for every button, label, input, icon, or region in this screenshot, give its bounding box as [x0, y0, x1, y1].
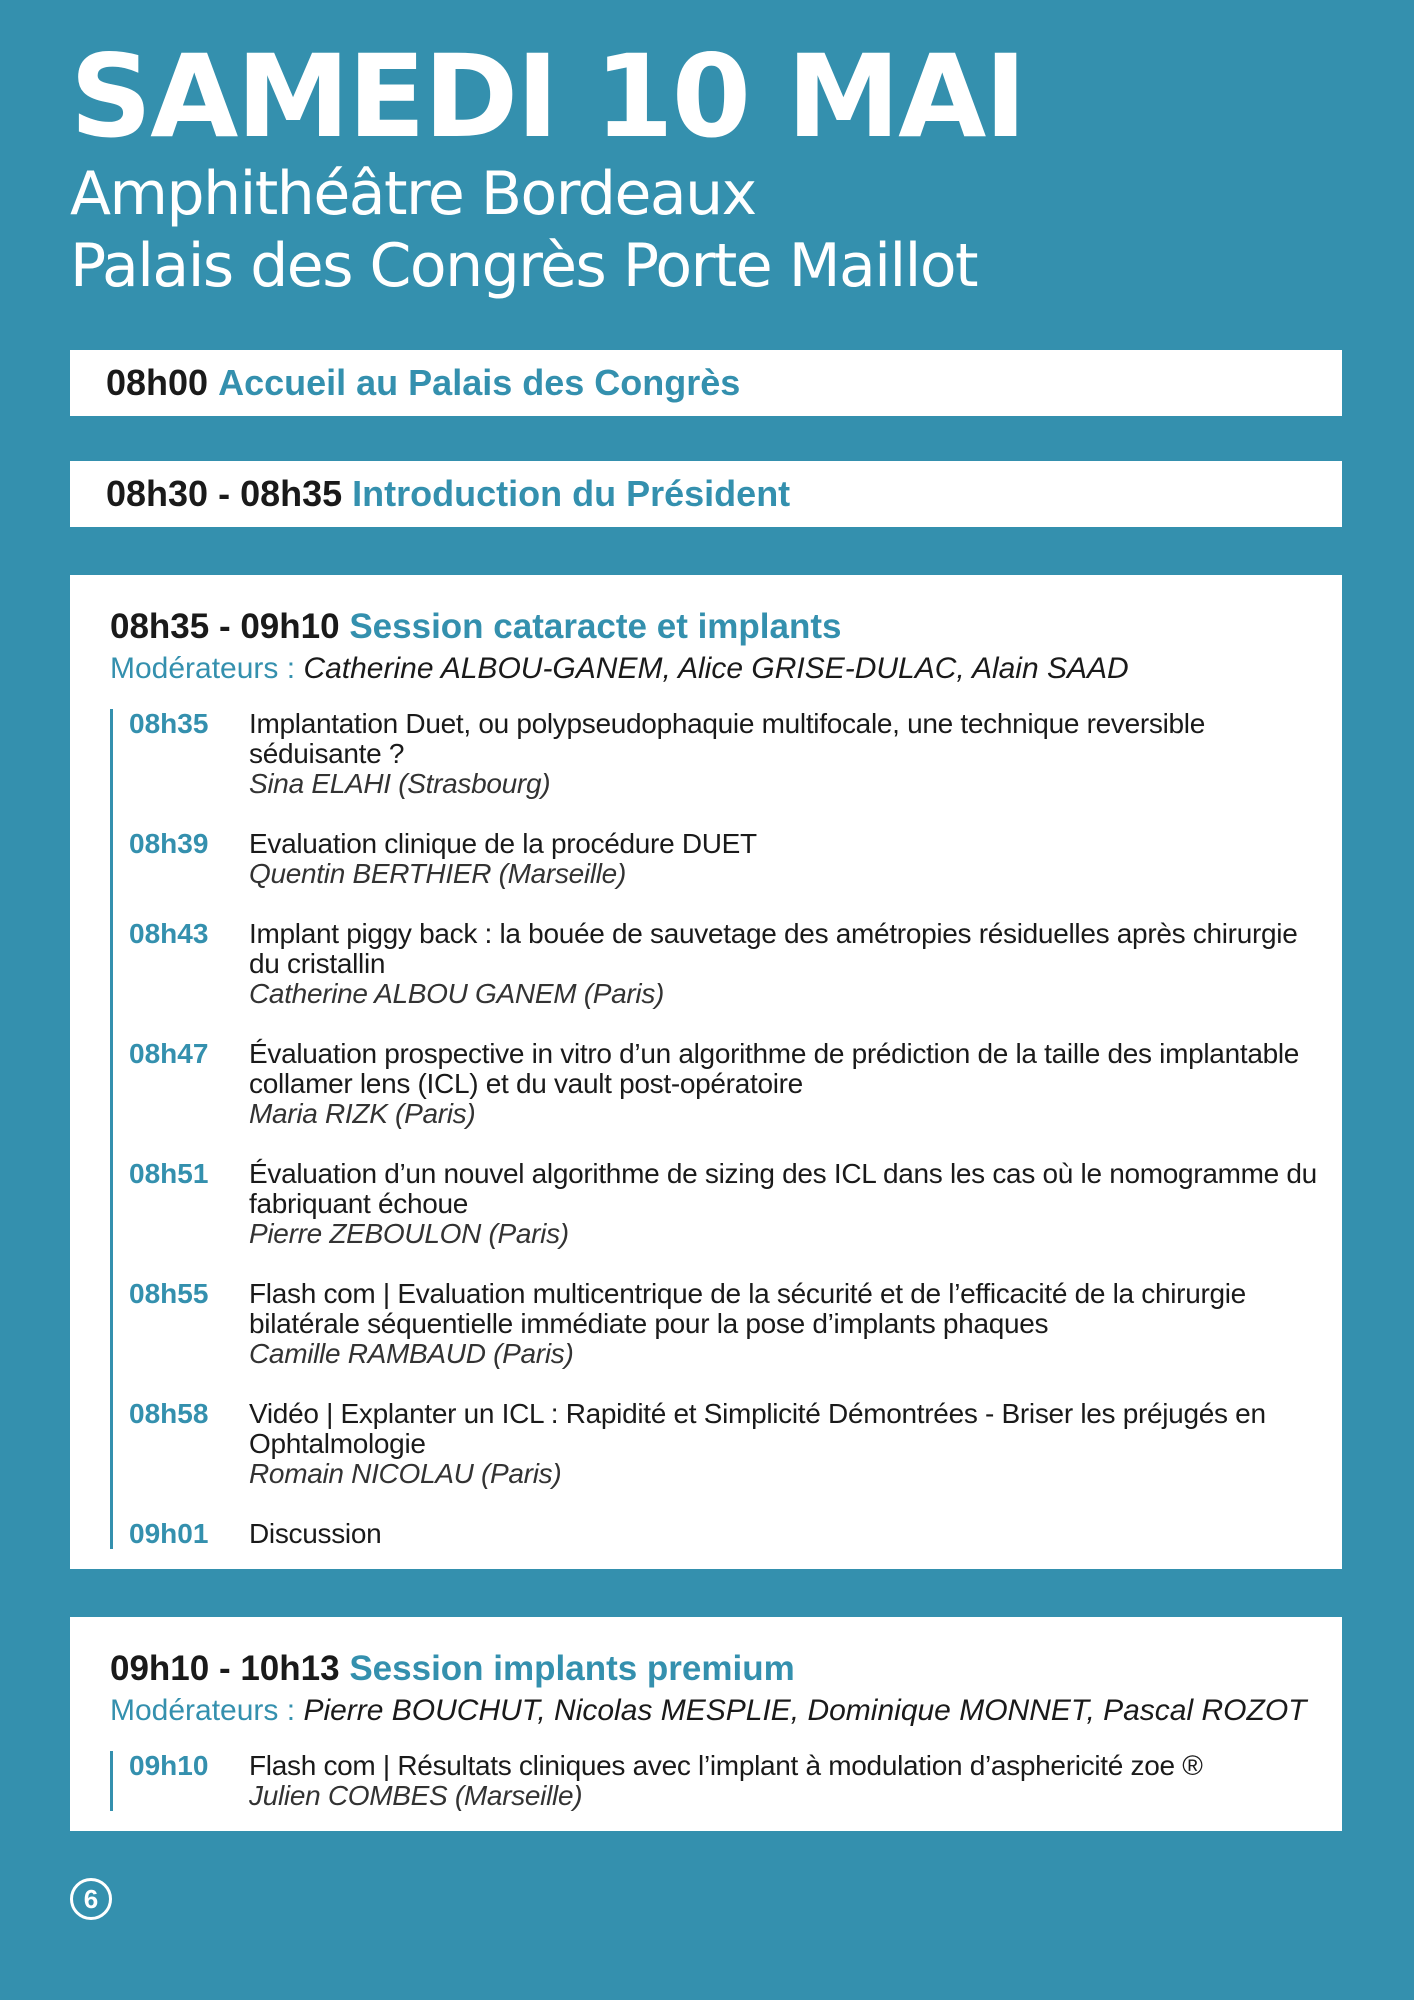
session-heading	[110, 605, 1332, 649]
session-title: Session implants premium	[349, 1649, 795, 1688]
page-header	[70, 30, 1025, 302]
talk-speaker: Quentin BERTHIER (Marseille)	[249, 858, 626, 889]
list-item	[129, 829, 1332, 889]
talk-title: Evaluation clinique de la procédure DUET	[249, 828, 757, 859]
banner-title: Accueil au Palais des Congrès	[218, 362, 741, 403]
session-cataracte	[70, 575, 1342, 1569]
talk-time: 09h01	[129, 1518, 209, 1549]
session-title: Session cataracte et implants	[349, 607, 842, 646]
banner-time: 08h00	[106, 362, 209, 403]
page-number: 6	[70, 1878, 112, 1920]
talk-time: 09h10	[129, 1750, 209, 1781]
talk-list	[110, 709, 1332, 1549]
talk-speaker: Romain NICOLAU (Paris)	[249, 1458, 562, 1489]
list-item	[129, 1159, 1332, 1249]
list-item	[129, 1399, 1332, 1489]
session-time: 08h35 - 09h10	[110, 607, 340, 646]
session-heading	[110, 1647, 1332, 1691]
venue-name: Amphithéâtre Bordeaux	[70, 159, 756, 229]
talk-title: Flash com | Evaluation multicentrique de la sécurité et de l’efficacité de la chirurgie bilatérale séquentielle immédiate pour la pose d’implants phaques	[249, 1278, 1246, 1339]
talk-title: Évaluation d’un nouvel algorithme de sizing des ICL dans les cas où le nomogramme du fabriquant échoue	[249, 1158, 1317, 1219]
talk-title: Discussion	[249, 1518, 382, 1549]
banner-title: Introduction du Président	[352, 473, 791, 514]
talk-speaker: Camille RAMBAUD (Paris)	[249, 1338, 574, 1369]
session-implants-premium	[70, 1617, 1342, 1831]
moderators	[110, 1691, 1332, 1731]
moderators-label: Modérateurs :	[110, 652, 296, 685]
talk-time: 08h47	[129, 1038, 209, 1069]
moderators	[110, 649, 1332, 689]
talk-speaker: Maria RIZK (Paris)	[249, 1098, 476, 1129]
talk-speaker: Julien COMBES (Marseille)	[249, 1780, 583, 1811]
list-item	[129, 1039, 1332, 1129]
talk-time: 08h58	[129, 1398, 209, 1429]
list-item	[129, 919, 1332, 1009]
moderators-label: Modérateurs :	[110, 1694, 296, 1727]
talk-list	[110, 1751, 1332, 1811]
moderators-names: Pierre BOUCHUT, Nicolas MESPLIE, Dominique MONNET, Pascal ROZOT	[303, 1694, 1307, 1727]
talk-time: 08h55	[129, 1278, 209, 1309]
talk-title: Vidéo | Explanter un ICL : Rapidité et Simplicité Démontrées - Briser les préjugés en Ophtalmologie	[249, 1398, 1266, 1459]
session-time: 09h10 - 10h13	[110, 1649, 340, 1688]
talk-time: 08h39	[129, 828, 209, 859]
talk-speaker: Catherine ALBOU GANEM (Paris)	[249, 978, 665, 1009]
page-title: SAMEDI 10 MAI	[70, 30, 1025, 163]
banner-time: 08h30 - 08h35	[106, 473, 343, 514]
list-item	[129, 1519, 1332, 1549]
talk-time: 08h51	[129, 1158, 209, 1189]
talk-title: Implantation Duet, ou polypseudophaquie multifocale, une technique reversible séduisante ?	[249, 708, 1205, 769]
venue-location: Palais des Congrès Porte Maillot	[70, 231, 978, 301]
banner-welcome	[70, 350, 1342, 416]
list-item	[129, 1279, 1332, 1369]
talk-title: Évaluation prospective in vitro d’un algorithme de prédiction de la taille des implantable collamer lens (ICL) et du vault post-opératoire	[249, 1038, 1300, 1099]
talk-speaker: Sina ELAHI (Strasbourg)	[249, 768, 551, 799]
talk-title: Flash com | Résultats cliniques avec l’implant à modulation d’asphericité zoe ®	[249, 1750, 1203, 1781]
list-item	[129, 709, 1332, 799]
talk-speaker: Pierre ZEBOULON (Paris)	[249, 1218, 569, 1249]
list-item	[129, 1751, 1332, 1811]
banner-introduction	[70, 461, 1342, 527]
talk-time: 08h43	[129, 918, 209, 949]
talk-time: 08h35	[129, 708, 209, 739]
talk-title: Implant piggy back : la bouée de sauvetage des amétropies résiduelles après chirurgie du cristallin	[249, 918, 1298, 979]
moderators-names: Catherine ALBOU-GANEM, Alice GRISE-DULAC, Alain SAAD	[303, 652, 1129, 685]
